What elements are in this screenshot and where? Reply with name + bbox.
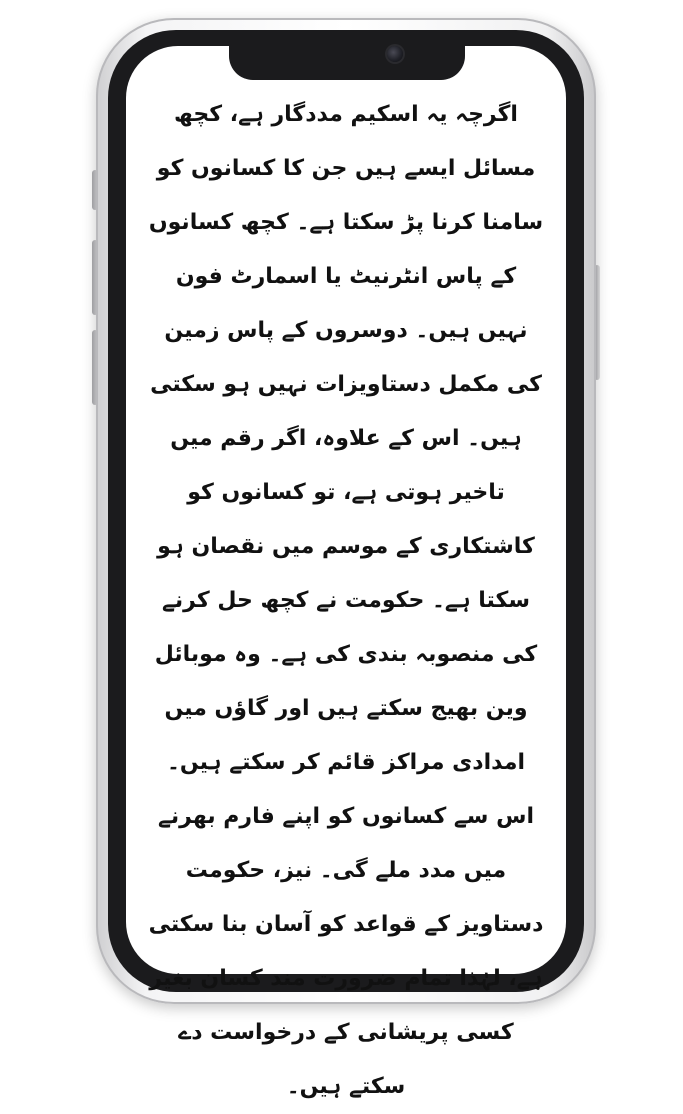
notch: [229, 44, 465, 80]
front-camera-icon: [387, 46, 403, 62]
article-text: اگرچہ یہ اسکیم مددگار ہے، کچھ مسائل ایسے ہیں جن کا کسانوں کو سامنا کرنا پڑ سکتا ہے۔ کچھ کسانوں کے پاس انٹرنیٹ یا اسمارٹ فون نہیں ہیں۔ دوسروں کے پاس زمین کی مکمل دستاویزات نہیں ہو سکتی ہیں۔ اس کے علاوہ، اگر رقم میں تاخیر ہوتی ہے، تو کسانوں کو کاشتکاری کے موسم میں نقصان ہو سکتا ہے۔ حکومت نے کچھ حل کرنے کی منصوبہ بندی کی ہے۔ وہ موبائل وین بھیج سکتے ہیں اور گاؤں میں امدادی مراکز قائم کر سکتے ہیں۔ اس سے کسانوں کو اپنے فارم بھرنے میں مدد ملے گی۔ نیز، حکومت دستاویز کے قواعد کو آسان بنا سکتی ہے، لہٰذا تمام ضرورت مند کسان بغیر کسی پریشانی کے درخواست دے سکتے ہیں۔: [148, 102, 544, 1099]
phone-screen: [126, 46, 566, 1099]
